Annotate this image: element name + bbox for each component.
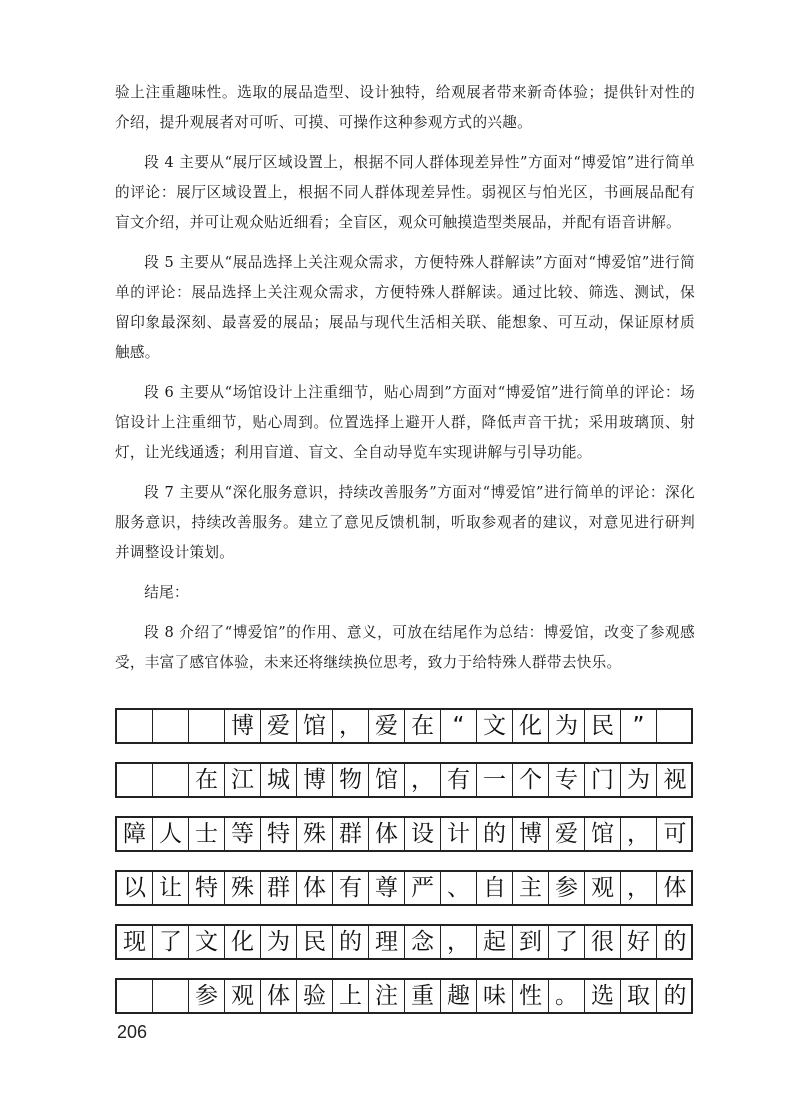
body-text [115, 78, 695, 688]
paragraph: 段 7 主要从“深化服务意识，持续改善服务”方面对“博爱馆”进行简单的评论：深化服务意识，持续改善服务。建立了意见反馈机制，听取参观者的建议，对意见进行研判并调整设计策划。 [115, 484, 695, 561]
grid-cell: 馆 [369, 764, 405, 796]
grid-cell: 人 [153, 818, 189, 850]
grid-cell: 为 [261, 926, 297, 958]
grid-cell: ， [621, 818, 657, 850]
grid-cell: 自 [477, 872, 513, 904]
grid-cell: 有 [441, 764, 477, 796]
grid-cell: 在 [189, 764, 225, 796]
grid-cell: 博 [513, 818, 549, 850]
grid-row [115, 816, 693, 852]
grid-cell [117, 764, 153, 796]
grid-cell: 博 [297, 764, 333, 796]
grid-cell: 博 [225, 710, 261, 742]
grid-cell: 的 [663, 982, 687, 1009]
grid-row [115, 708, 693, 744]
grid-row [115, 924, 693, 960]
grid-cell: 观 [585, 872, 621, 904]
grid-cell: 了 [549, 926, 585, 958]
grid-cell: 理 [369, 926, 405, 958]
grid-cell: 可 [663, 820, 687, 847]
grid-cell: 以 [117, 872, 153, 904]
grid-cell: 化 [513, 710, 549, 742]
grid-cell: 爱 [261, 710, 297, 742]
grid-cell: 文 [189, 926, 225, 958]
grid-cell: 一 [477, 764, 513, 796]
grid-cell: ， [405, 764, 441, 796]
grid-cell: 障 [117, 818, 153, 850]
grid-cell: 文 [477, 710, 513, 742]
grid-row [115, 870, 693, 906]
section-label: 结尾： [144, 584, 189, 601]
grid-cell [117, 980, 153, 1012]
grid-cell: 体 [369, 818, 405, 850]
grid-cell: 的 [477, 818, 513, 850]
grid-cell: 注 [369, 980, 405, 1012]
grid-cell: 现 [117, 926, 153, 958]
grid-cell: 群 [261, 872, 297, 904]
grid-cell: 好 [621, 926, 657, 958]
grid-cell: 体 [663, 874, 687, 901]
grid-cell [153, 710, 189, 742]
grid-row [115, 762, 693, 798]
grid-cell: 计 [441, 818, 477, 850]
grid-cell: ， [621, 872, 657, 904]
grid-cell: 了 [153, 926, 189, 958]
grid-cell: 验 [297, 980, 333, 1012]
paragraph: 段 8 介绍了“博爱馆”的作用、意义，可放在结尾作为总结：博爱馆，改变了参观感受，丰富了感官体验，未来还将继续换位思考，致力于给特殊人群带去快乐。 [115, 624, 695, 671]
grid-cell: 专 [549, 764, 585, 796]
grid-cell: 为 [549, 710, 585, 742]
grid-cell: 民 [297, 926, 333, 958]
paragraph: 段 5 主要从“展品选择上关注观众需求，方便特殊人群解读”方面对“博爱馆”进行简单的评论：展品选择上关注观众需求，方便特殊人群解读。通过比较、筛选、测试，保留印象最深刻、最喜爱的展品；展品与现代生活相关联、能想象、可互动，保证原材质触感。 [115, 254, 695, 361]
grid-cell: 殊 [225, 872, 261, 904]
grid-cell: 严 [405, 872, 441, 904]
grid-cell: 有 [333, 872, 369, 904]
grid-cell: 念 [405, 926, 441, 958]
grid-cell: 民 [585, 710, 621, 742]
grid-cell: 参 [549, 872, 585, 904]
grid-cell: 馆 [585, 818, 621, 850]
grid-cell: 等 [225, 818, 261, 850]
grid-cell: 个 [513, 764, 549, 796]
grid-cell: 在 [405, 710, 441, 742]
handwriting-grid [115, 708, 693, 1032]
grid-cell: 选 [585, 980, 621, 1012]
grid-cell: 、 [441, 872, 477, 904]
grid-cell: 重 [405, 980, 441, 1012]
grid-cell: 体 [297, 872, 333, 904]
grid-cell: 设 [405, 818, 441, 850]
paragraph: 段 6 主要从“场馆设计上注重细节，贴心周到”方面对“博爱馆”进行简单的评论：场馆设计上注重细节，贴心周到。位置选择上避开人群，降低声音干扰；采用玻璃顶、射灯，让光线通透；利用盲道、盲文、全自动导览车实现讲解与引导功能。 [115, 384, 695, 461]
grid-cell [117, 710, 153, 742]
grid-cell: 馆 [297, 710, 333, 742]
page-number: 206 [117, 1022, 148, 1042]
grid-cell: ， [441, 926, 477, 958]
grid-row [115, 978, 693, 1014]
grid-cell: 性 [513, 980, 549, 1012]
grid-cell: 殊 [297, 818, 333, 850]
grid-cell: 趣 [441, 980, 477, 1012]
grid-cell: ” [621, 710, 657, 742]
grid-cell: 爱 [549, 818, 585, 850]
grid-cell: 物 [333, 764, 369, 796]
grid-cell: 很 [585, 926, 621, 958]
grid-cell: 参 [189, 980, 225, 1012]
grid-cell: 尊 [369, 872, 405, 904]
grid-cell: ， [333, 710, 369, 742]
grid-cell: 城 [261, 764, 297, 796]
grid-cell: 味 [477, 980, 513, 1012]
grid-cell [153, 764, 189, 796]
paragraph: 验上注重趣味性。选取的展品造型、设计独特，给观展者带来新奇体验；提供针对性的介绍，提升观展者对可听、可摸、可操作这种参观方式的兴趣。 [115, 84, 695, 131]
grid-cell: 。 [549, 980, 585, 1012]
grid-cell: 起 [477, 926, 513, 958]
grid-cell: 门 [585, 764, 621, 796]
grid-cell: 群 [333, 818, 369, 850]
grid-cell [189, 710, 225, 742]
grid-cell: 主 [513, 872, 549, 904]
grid-cell: “ [441, 710, 477, 742]
grid-cell: 爱 [369, 710, 405, 742]
grid-cell [657, 710, 693, 742]
grid-cell: 的 [333, 926, 369, 958]
grid-cell: 的 [663, 928, 687, 955]
grid-cell: 化 [225, 926, 261, 958]
grid-cell: 让 [153, 872, 189, 904]
grid-cell: 到 [513, 926, 549, 958]
grid-cell: 江 [225, 764, 261, 796]
grid-cell [153, 980, 189, 1012]
grid-cell: 为 [621, 764, 657, 796]
paragraph: 段 4 主要从“展厅区域设置上，根据不同人群体现差异性”方面对“博爱馆”进行简单的评论：展厅区域设置上，根据不同人群体现差异性。弱视区与怕光区，书画展品配有盲文介绍，并可让观众贴近细看；全盲区，观众可触摸造型类展品，并配有语音讲解。 [115, 154, 695, 231]
grid-cell: 取 [621, 980, 657, 1012]
grid-cell: 上 [333, 980, 369, 1012]
grid-cell: 士 [189, 818, 225, 850]
grid-cell: 视 [663, 766, 687, 793]
grid-cell: 观 [225, 980, 261, 1012]
grid-cell: 特 [189, 872, 225, 904]
grid-cell: 体 [261, 980, 297, 1012]
grid-cell: 特 [261, 818, 297, 850]
